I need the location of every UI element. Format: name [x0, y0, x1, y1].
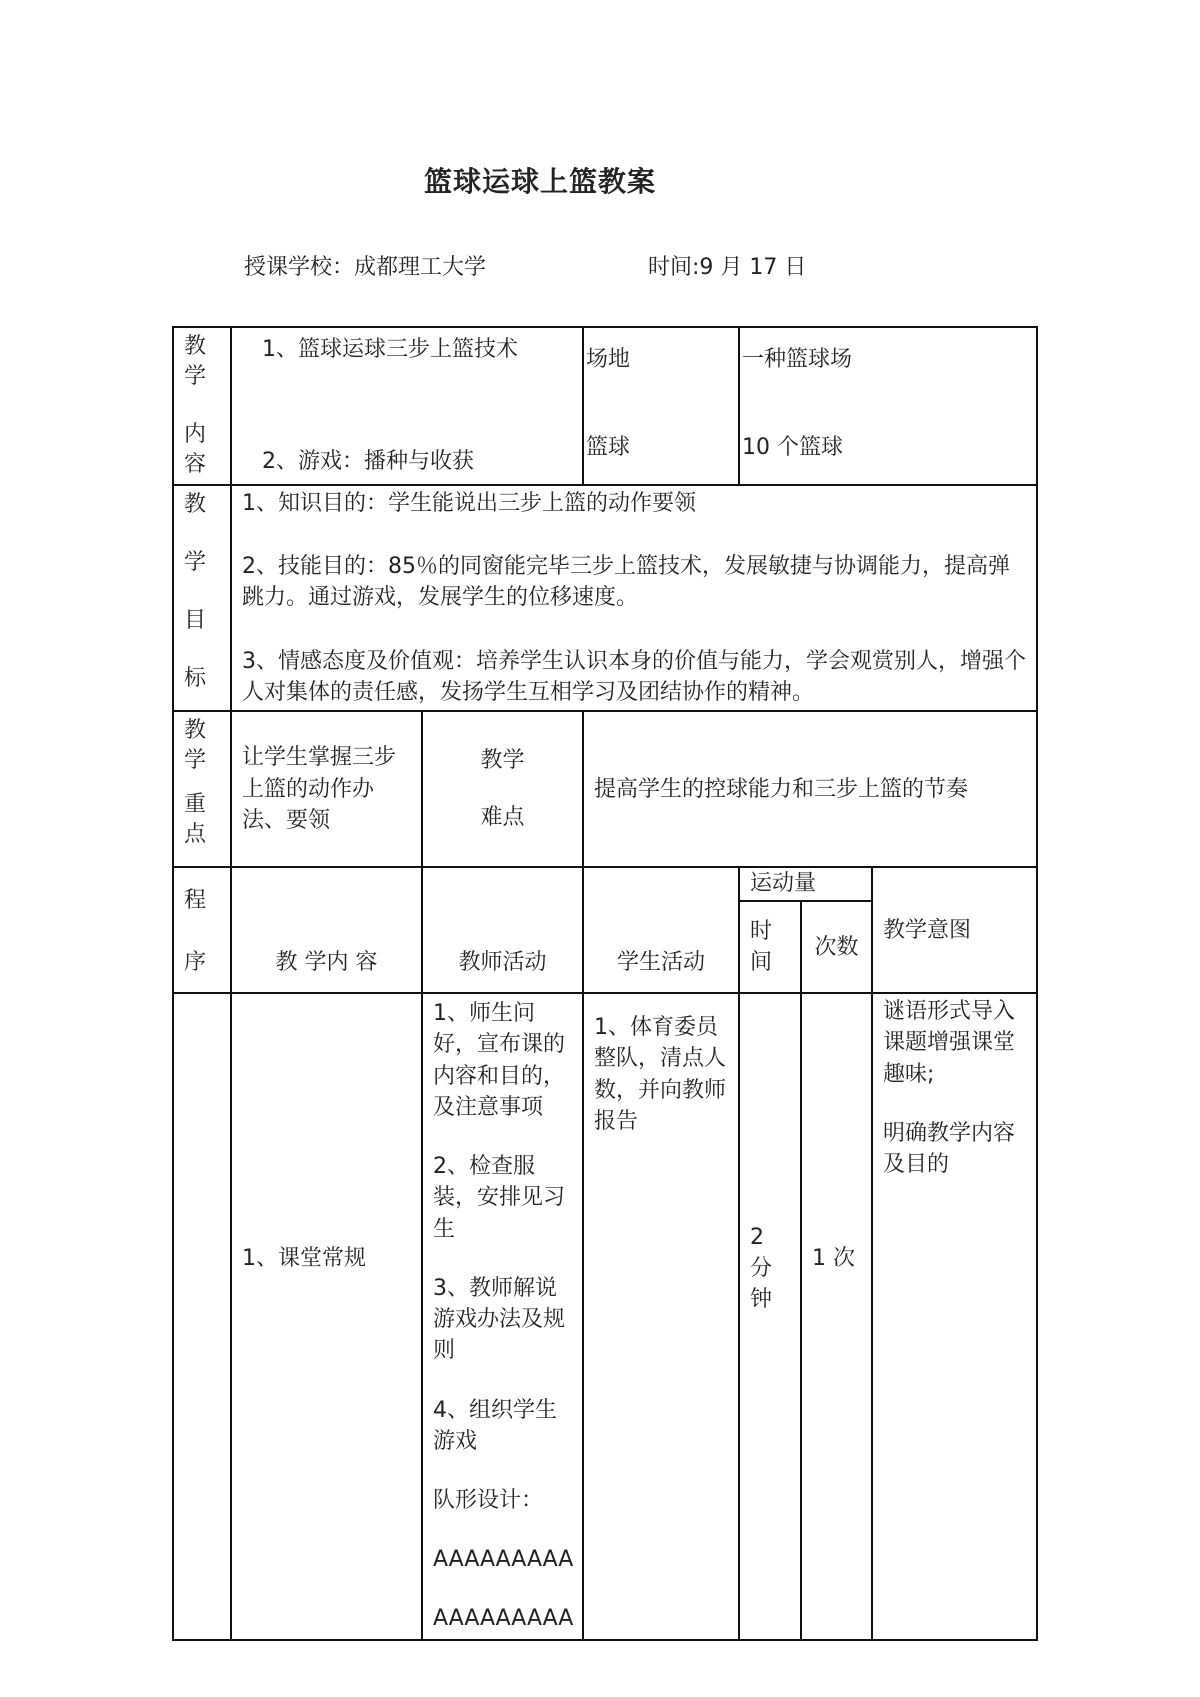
equipment-value: 10 个篮球	[739, 377, 1037, 485]
header-teacher: 教师活动	[422, 867, 583, 993]
content-label: 教 学 内 容	[173, 327, 231, 485]
header-time: 时间	[739, 901, 801, 993]
key-points-row	[173, 711, 1037, 867]
row1-teacher	[422, 993, 583, 1640]
row1-student: 1、体育委员整队，清点人数，并向教师报告	[583, 993, 739, 1640]
objectives-row	[173, 485, 1037, 711]
key-points-value: 让学生掌握三步上篮的动作办法、要领	[231, 711, 422, 867]
procedure-row-1	[173, 993, 1037, 1640]
content-item-2: 2、游戏：播种与收获	[262, 449, 474, 474]
row1-procedure	[173, 993, 231, 1640]
formation-line-1: AAAAAAAAA	[433, 1547, 574, 1573]
teacher-item-3: 3、教师解说游戏办法及规则	[433, 1275, 566, 1364]
row1-time: 2 分钟	[739, 993, 801, 1640]
teacher-item-4: 4、组织学生游戏	[433, 1397, 557, 1454]
intent-text-2: 明确教学内容及目的	[883, 1120, 1016, 1178]
equipment-label: 篮球	[583, 377, 739, 485]
row1-content: 1、课堂常规	[231, 993, 422, 1640]
procedure-header-row	[173, 867, 1037, 901]
document-title: 篮球运球上篮教案	[423, 165, 656, 198]
objectives-label: 教 学 目 标	[173, 485, 231, 711]
key-points-label: 教 学 重 点	[173, 711, 231, 867]
teacher-item-1: 1、师生问好，宣布课的内容和目的，及注意事项	[433, 1001, 566, 1120]
content-item-1: 1、篮球运球三步上篮技术	[262, 337, 518, 362]
formation-line-2: AAAAAAAAA	[433, 1606, 574, 1632]
procedure-label: 程 序	[173, 867, 231, 993]
content-items	[231, 327, 583, 485]
difficulty-value: 提高学生的控球能力和三步上篮的节奏	[583, 711, 1037, 867]
objective-affective: 3、情感态度及价值观：培养学生认识本身的价值与能力，学会观赏别人，增强个人对集体的责任感，发扬学生互相学习及团结协作的精神。	[242, 648, 1026, 705]
header-times: 次数	[801, 901, 872, 993]
lesson-plan-table	[172, 326, 1038, 1641]
row1-intent	[872, 993, 1037, 1640]
formation-label: 队形设计：	[433, 1487, 544, 1513]
objective-knowledge: 1、知识目的：学生能说出三步上篮的动作要领	[242, 491, 696, 516]
header-intent: 教学意图	[872, 867, 1037, 993]
content-row	[173, 327, 1037, 377]
intent-text-1: 谜语形式导入课题增强课堂趣味;	[883, 999, 1016, 1087]
time-label: 时间:9 月 17 日	[648, 255, 807, 280]
difficulty-label: 教学 难点	[422, 711, 583, 867]
objective-skill: 2、技能目的：85％的同窗能完毕三步上篮技术，发展敏捷与协调能力，提高弹跳力。通过游戏，发展学生的位移速度。	[242, 554, 1010, 611]
school-label: 授课学校：成都理工大学	[244, 255, 487, 280]
venue-value: 一种篮球场	[739, 327, 1037, 377]
venue-label: 场地	[583, 327, 739, 377]
objectives-text	[231, 485, 1037, 711]
header-exercise: 运动量	[739, 867, 872, 901]
header-student: 学生活动	[583, 867, 739, 993]
row1-times: 1 次	[801, 993, 872, 1640]
header-content: 教 学内 容	[231, 867, 422, 993]
teacher-item-2: 2、检查服装，安排见习生	[433, 1154, 566, 1242]
